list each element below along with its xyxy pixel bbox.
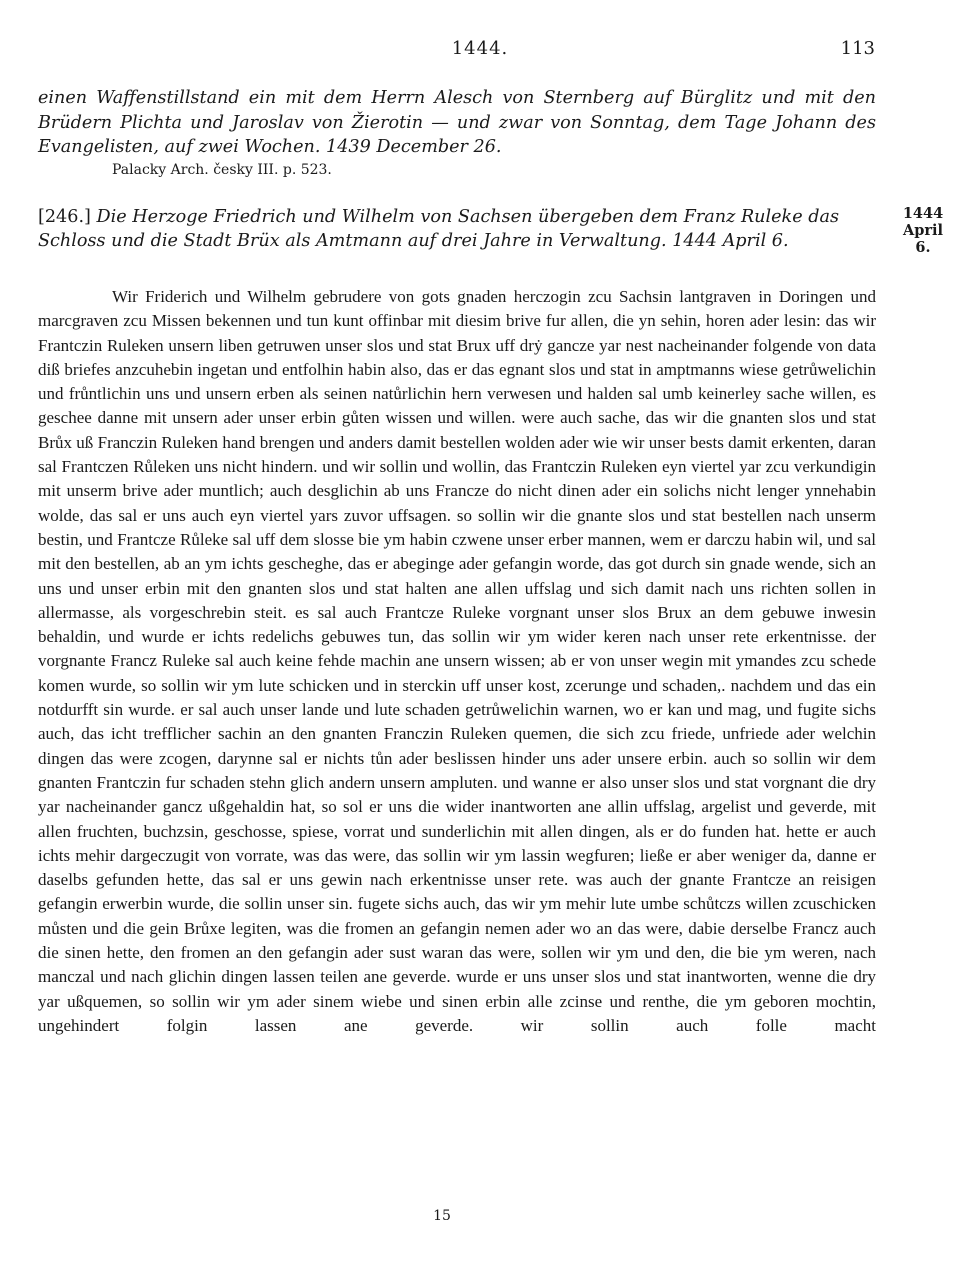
document-body-text: Wir Friderich und Wilhelm gebrudere von gots gnaden herczogin zcu Sachsin lantgraven in Doringen und marcgraven zcu Missen bekennen und tun kunt offinbar mit diesim brive fur allen, die yn sehin, horen ader lesin: das wir Frantczin Ruleken unsern liben getruwen unser slos und stat Brux uff drẏ gancze yar nest nacheinander folgende von data diß briefes anzcuhebin ingetan und entfolhin habin also, das er das egnant slos und stat in amptmanns wiese getrůwelichin und frůntlichin uns und unsern erben als seinen natůrlichin hern verwesen und halden sal umb keinerley sache willen, es geschee danne mit unsern ader unser erbin gůten wissen und willen. were auch sache, das wir die gnanten slos und stat Brůx uß Franczin Ruleken hand brengen und anders damit bestellen wolden ader wie wir unser bests damit erkenten, daran sal Frantczen Růleken uns nicht hindern. und wir sollin und wollin, das Frantczin Ruleken eyn viertel yar zcu verkundigin mit unserm brive ader muntlich; auch desglichin ab uns Francze do nicht dinen ader ein solichs nicht lenger ynnehabin wolde, das sal er uns auch eyn viertel yars zuvor uffsagen. so sollin wir die gnante slos und stat bestellen nach unserm bestin, und Frantcze Růleke sal uff dem slosse bie ym habin czwene unser erber mannen, wem er darczu habin wil, und sal mit den bestellen, ab an ym ichts gescheghe, das er abeginge ader gefangin worde, das got durch sin gnade wende, sich an uns und unser erbin mit den gnanten slos und stat halten ane allen uffslag und sich damit nach uns richten sollen in allermasse, als vorgeschrebin steit. es sal auch Frantcze Ruleke vorgnant unser slos Brux an dem gebuwe inwesin behaldin, und wurde er ichts redelichs gebuwes tun, das sollin wir ym wider keren nach unser rete erkentnisse. der vorgnante Francz Ruleke sal auch keine fehde machin ane unsern wissen; ab er von unser wegin mit ymandes zcu schede komen wurde, so sollin wir ym lute schicken und in sterckin uff unser kost, zcerunge und schaden,. nachdem und das ein notdurfft sin wurde. er sal auch unser lande und lute schaden getrůwelichin warnen, wo er kan und mag, und fugite sichs auch, das icht trefflicher sachin an den gnanten Franczin Ruleken quemen, die sich zcu friede, unfriede ader welchin dingen das were zcogen, darynne sal er nichts tůn ader beslissen hinder uns ader unsere erbin. auch so sollin wir dem gnanten Frantczin fur schaden stehn glich andern unsern ampluten. und wanne er also unser slos und stat vorgnant die dry yar nacheinander gancz ußgehaldin hat, so sol er uns die wider inantworten ane allin uffslag, argelist und geverde, mit allen fruchten, buchzsin, geschosse, spiese, vorrat und sunderlichin mit allen dingen, als er do funden hat. hette er auch ichts mehir dargeczugit von vorrate, was das were, das sollin wir ym lassin wegfuren; ließe er aber weniger da, danne er daselbs gefunden hette, das sal er uns gewin nach erkentnisse unser rete. was auch der gnante Frantcze an reisigen gefangin erwerbin wurde, die sollin unser sin. fugete sichs auch, das wir ym mehir lute umbe schůtczs willen zcuschicken můsten und die gein Brůxe legiten, was die fromen an gefangin nemen ader wo an das were, dabie derselbe Francz auch die sinen hette, den fromen an den gefangin ader sust waran das were, sollen wir ym und den, die bie ym weren, nach manczal und nach glichin dingen lassen teilen ane geverde. wurde er uns unser slos und stat inantworten, wenne die dry yar ußquemen, so sollin wir ym ader sinem wiebe und sinen erbin alle zcinse und renthe, die ym geboren mochtin, ungehindert folgin lassen ane geverde. wir sollin auch folle macht — [38, 287, 876, 1035]
document-number: [246.] — [38, 207, 91, 227]
signature-mark-number: 15 — [433, 1208, 451, 1224]
source-citation: Palacky Arch. česky III. p. 523. — [112, 162, 332, 178]
previous-entry-summary: einen Waffenstillstand ein mit dem Herrn Alesch von Sternberg auf Bürglitz und mit den Brüdern Plichta und Jaroslav von Žierotin — und zwar von Sonntag, dem Tage Johann des Evangelisten, auf zwei Wochen. 1439 December 26. — [38, 88, 876, 157]
document-regest: Die Herzoge Friedrich und Wilhelm von Sachsen übergeben dem Franz Ruleke das Schloss und die Stadt Brüx als Amtmann auf drei Jahre in Verwaltung. 1444 April 6. — [38, 207, 840, 251]
document-heading — [38, 205, 876, 253]
running-head-year: 1444. — [451, 38, 509, 59]
page-number: 113 — [840, 38, 875, 59]
signature-mark — [0, 1208, 960, 1224]
margin-date: 1444 April 6. — [902, 205, 944, 256]
